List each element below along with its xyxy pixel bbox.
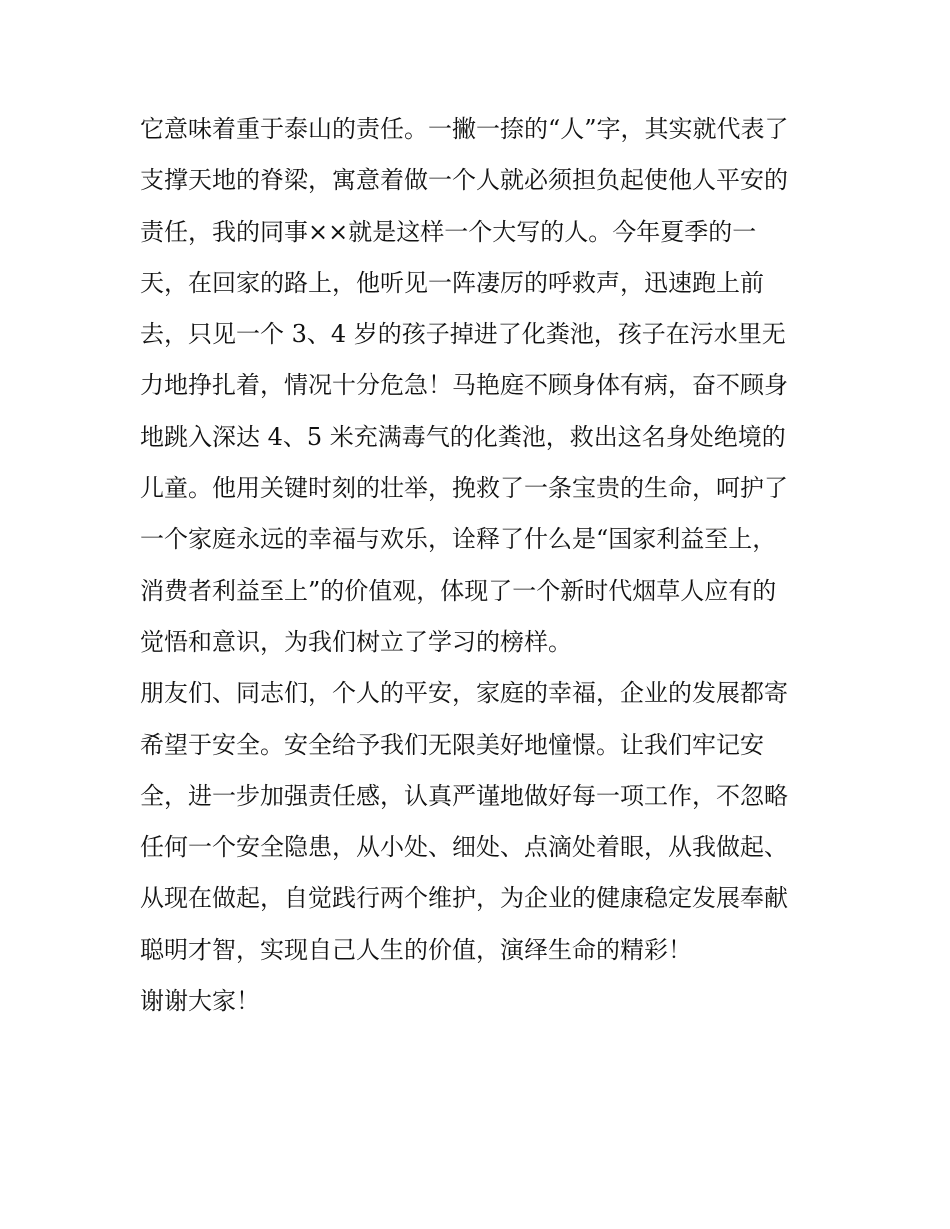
- text-line: 支撑天地的脊梁，寓意着做一个人就必须担负起使他人平安的: [140, 166, 788, 195]
- text-line: 觉悟和意识，为我们树立了学习的榜样。: [140, 627, 572, 656]
- text-line: 消费者利益至上”的价值观，体现了一个新时代烟草人应有的: [140, 576, 777, 605]
- text-line: 地跳入深达 4、5 米充满毒气的化粪池，救出这名身处绝境的: [140, 422, 786, 451]
- text-line: 责任，我的同事××就是这样一个大写的人。今年夏季的一: [140, 217, 757, 246]
- text-line: 全，进一步加强责任感，认真严谨地做好每一项工作，不忽略: [140, 781, 788, 810]
- text-line: 天，在回家的路上，他听见一阵凄厉的呼救声，迅速跑上前: [140, 268, 764, 297]
- text-line: 一个家庭永远的幸福与欢乐，诠释了什么是“国家利益至上，: [140, 525, 777, 554]
- text-line: 任何一个安全隐患，从小处、细处、点滴处着眼，从我做起、: [140, 833, 788, 862]
- text-line: 谢谢大家！: [140, 987, 260, 1016]
- text-line: 聪明才智，实现自己人生的价值，演绎生命的精彩！: [140, 935, 692, 964]
- text-line: 去，只见一个 3、4 岁的孩子掉进了化粪池，孩子在污水里无: [140, 320, 786, 349]
- text-line: 从现在做起，自觉践行两个维护，为企业的健康稳定发展奉献: [140, 884, 788, 913]
- text-line: 朋友们、同志们，个人的平安，家庭的幸福，企业的发展都寄: [140, 679, 788, 708]
- text-line: 儿童。他用关键时刻的壮举，挽救了一条宝贵的生命，呵护了: [140, 474, 788, 503]
- document-body: [140, 104, 840, 1027]
- text-line: 力地挣扎着，情况十分危急！马艳庭不顾身体有病，奋不顾身: [140, 371, 788, 400]
- text-line: 它意味着重于泰山的责任。一撇一捺的“人”字，其实就代表了: [140, 115, 789, 143]
- text-line: 希望于安全。安全给予我们无限美好地憧憬。让我们牢记安: [140, 730, 764, 759]
